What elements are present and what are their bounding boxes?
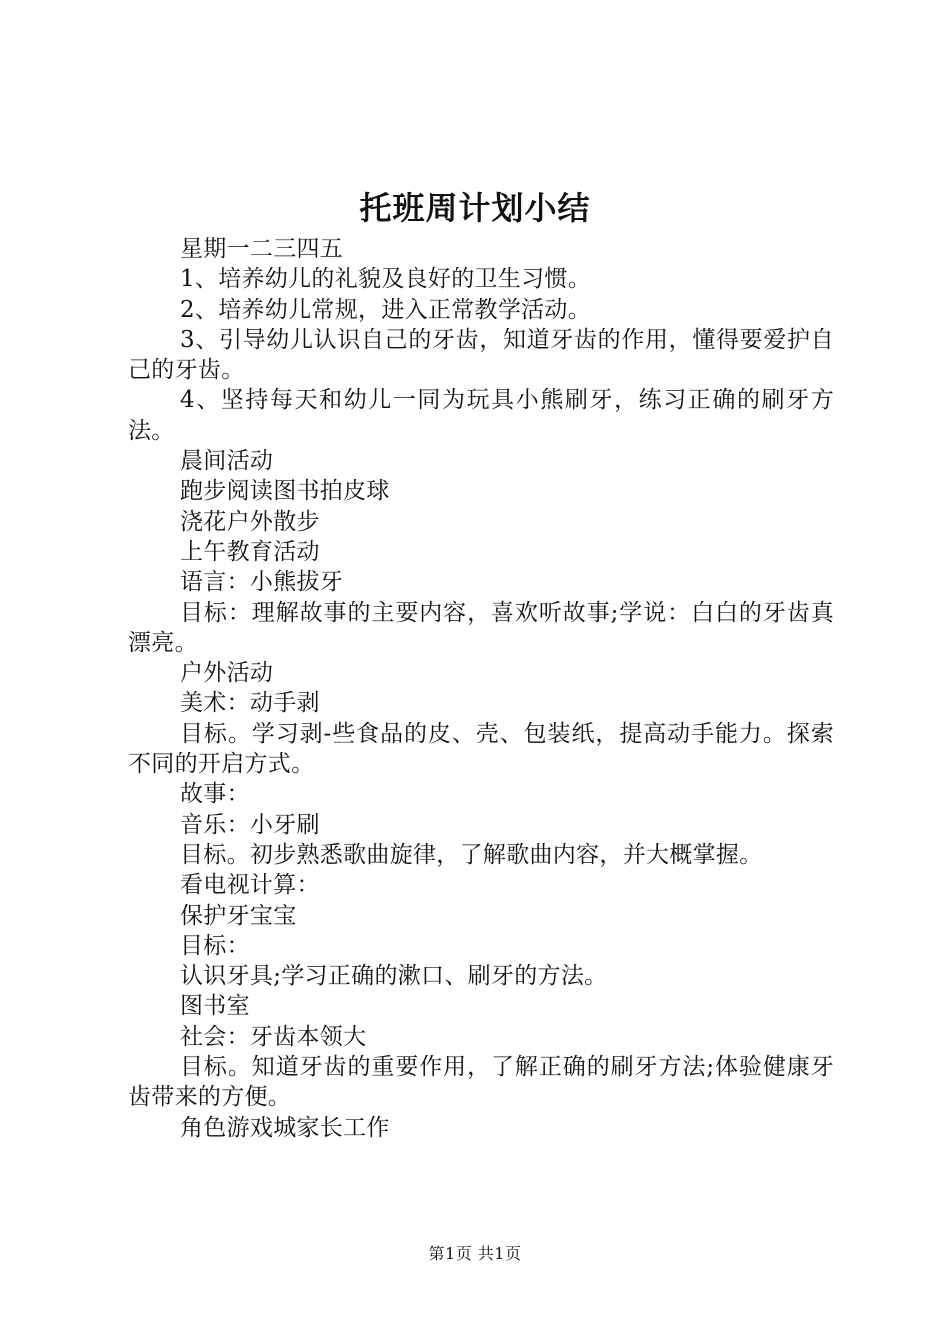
paragraph-role-play: 角色游戏城家长工作 [180, 1114, 390, 1141]
document-title: 托班周计划小结 [359, 189, 591, 227]
paragraph-story: 故事： [180, 781, 250, 808]
paragraph-goal-3: 3、引导幼儿认识自己的牙齿，知道牙齿的作用，懂得要爱护自己的牙齿。 [128, 326, 834, 384]
paragraph-tooth-tools: 认识牙具;学习正确的漱口、刷牙的方法。 [180, 963, 608, 990]
paragraph-music-goal: 目标。初步熟悉歌曲旋律，了解歌曲内容，并大概掌握。 [180, 841, 763, 868]
paragraph-weekdays: 星期一二三四五 [180, 236, 344, 262]
paragraph-language-goal: 目标：理解故事的主要内容，喜欢听故事;学说：白白的牙齿真漂亮。 [128, 599, 834, 656]
paragraph-tv-math: 看电视计算： [180, 872, 320, 899]
paragraph-outdoor-activity: 户外活动 [180, 660, 274, 687]
paragraph-goal-label: 目标： [180, 932, 250, 959]
paragraph-music: 音乐：小牙刷 [180, 811, 320, 838]
paragraph-morning-items-2: 浇花户外散步 [180, 508, 320, 535]
paragraph-society-goal: 目标。知道牙齿的重要作用，了解正确的刷牙方法;体验健康牙齿带来的方便。 [128, 1054, 834, 1111]
paragraph-goal-1: 1、培养幼儿的礼貌及良好的卫生习惯。 [180, 266, 592, 293]
paragraph-goal-2: 2、培养幼儿常规，进入正常教学活动。 [180, 296, 592, 323]
paragraph-morning-items-1: 跑步阅读图书拍皮球 [180, 478, 390, 505]
paragraph-art: 美术：动手剥 [180, 690, 320, 717]
paragraph-society: 社会：牙齿本领大 [180, 1023, 367, 1050]
page-footer: 第1页 共1页 [428, 1244, 522, 1263]
paragraph-art-goal: 目标。学习剥-些食品的皮、壳、包装纸，提高动手能力。探索不同的开启方式。 [128, 720, 834, 778]
paragraph-protect-teeth: 保护牙宝宝 [180, 902, 297, 929]
document-body [128, 234, 834, 1143]
paragraph-morning-activity: 晨间活动 [180, 448, 274, 475]
paragraph-am-education: 上午教育活动 [180, 538, 320, 565]
paragraph-library: 图书室 [180, 993, 250, 1020]
paragraph-goal-4: 4、坚持每天和幼儿一同为玩具小熊刷牙，练习正确的刷牙方法。 [128, 387, 834, 444]
paragraph-language: 语言：小熊拔牙 [180, 569, 344, 596]
